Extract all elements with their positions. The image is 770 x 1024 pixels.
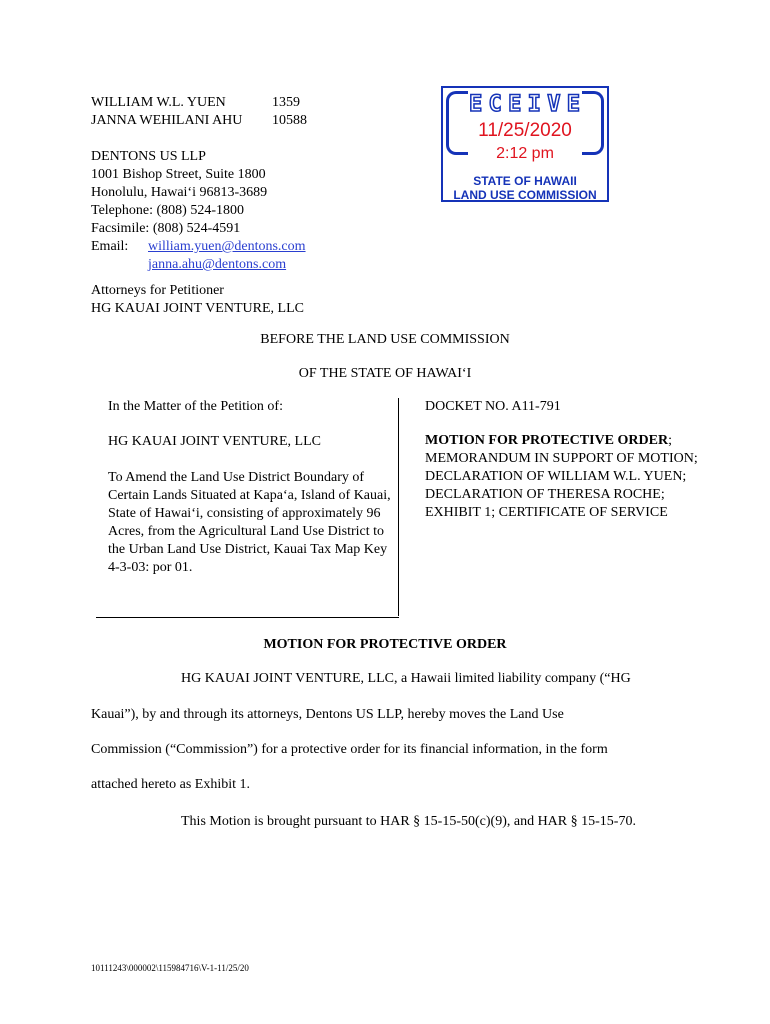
paragraph1-line1: HG KAUAI JOINT VENTURE, LLC, a Hawaii limited liability company (“HG <box>181 671 631 686</box>
caption-divider-vertical <box>398 398 399 616</box>
stamp-agency-state: STATE OF HAWAII <box>473 174 577 188</box>
received-stamp <box>441 86 609 202</box>
caption-party: HG KAUAI JOINT VENTURE, LLC <box>108 434 321 449</box>
firm-address-line1: 1001 Bishop Street, Suite 1800 <box>91 167 266 182</box>
docket-number: DOCKET NO. A11-791 <box>425 399 561 414</box>
firm-address-line2: Honolulu, Hawai‘i 96813-3689 <box>91 185 268 200</box>
email-link-yuen[interactable]: william.yuen@dentons.com <box>148 239 306 254</box>
paragraph2: This Motion is brought pursuant to HAR § 15-15-50(c)(9), and HAR § 15-15-70. <box>181 814 636 829</box>
paragraph1-line2: Kauai”), by and through its attorneys, Dentons US LLP, hereby moves the Land Use <box>91 707 564 722</box>
attorney-bar-number-2: 10588 <box>272 113 307 128</box>
paragraph1-line3: Commission (“Commission”) for a protective order for its financial information, in the form <box>91 742 608 757</box>
stamp-letter: E <box>508 92 523 117</box>
attorney-name-2: JANNA WEHILANI AHU <box>91 113 243 128</box>
court-heading-line1: BEFORE THE LAND USE COMMISSION <box>260 332 510 347</box>
firm-facsimile: Facsimile: (808) 524-4591 <box>91 221 241 236</box>
firm-email-label: Email: <box>91 239 129 254</box>
stamp-letter: E <box>566 92 581 117</box>
court-heading-line2: OF THE STATE OF HAWAI‘I <box>298 366 472 381</box>
document-title-bold: MOTION FOR PROTECTIVE ORDER <box>425 433 669 448</box>
stamp-letter: V <box>547 92 562 117</box>
stamp-letter: E <box>469 92 484 117</box>
caption-matter: In the Matter of the Petition of: <box>108 399 283 414</box>
stamp-date: 11/25/2020 <box>478 120 572 141</box>
stamp-received-letters <box>469 92 581 117</box>
stamp-letter: C <box>488 92 503 117</box>
petitioner-name: HG KAUAI JOINT VENTURE, LLC <box>91 301 304 316</box>
document-title <box>425 432 715 522</box>
paragraph1-line4: attached hereto as Exhibit 1. <box>91 777 250 792</box>
section-heading: MOTION FOR PROTECTIVE ORDER <box>263 637 507 652</box>
email-link-ahu[interactable]: janna.ahu@dentons.com <box>148 257 287 272</box>
stamp-agency-name: LAND USE COMMISSION <box>453 188 597 202</box>
document-title-rest: ; MEMORANDUM IN SUPPORT OF MOTION; DECLARATION OF WILLIAM W.L. YUEN; DECLARATION OF THERESA ROCHE; EXHIBIT 1; CERTIFICATE OF SERVICE <box>425 433 698 520</box>
stamp-letter: I <box>527 92 542 117</box>
firm-telephone: Telephone: (808) 524-1800 <box>91 203 244 218</box>
attorney-name-1: WILLIAM W.L. YUEN <box>91 95 226 110</box>
stamp-time: 2:12 pm <box>496 145 554 162</box>
attorney-bar-number-1: 1359 <box>272 95 300 110</box>
attorneys-for-label: Attorneys for Petitioner <box>91 283 224 298</box>
document-footer-id: 10111243\000002\115984716\V-1-11/25/20 <box>91 963 249 973</box>
firm-name: DENTONS US LLP <box>91 149 206 164</box>
caption-divider-horizontal <box>96 617 399 618</box>
caption-description: To Amend the Land Use District Boundary of Certain Lands Situated at Kapa‘a, Island of Kauai, State of Hawai‘i, consisting of approximately 96 Acres, from the Agricultural Land Use District to the Urban Land Use District, Kauai Tax Map Key 4-3-03: por 01. <box>108 470 391 575</box>
